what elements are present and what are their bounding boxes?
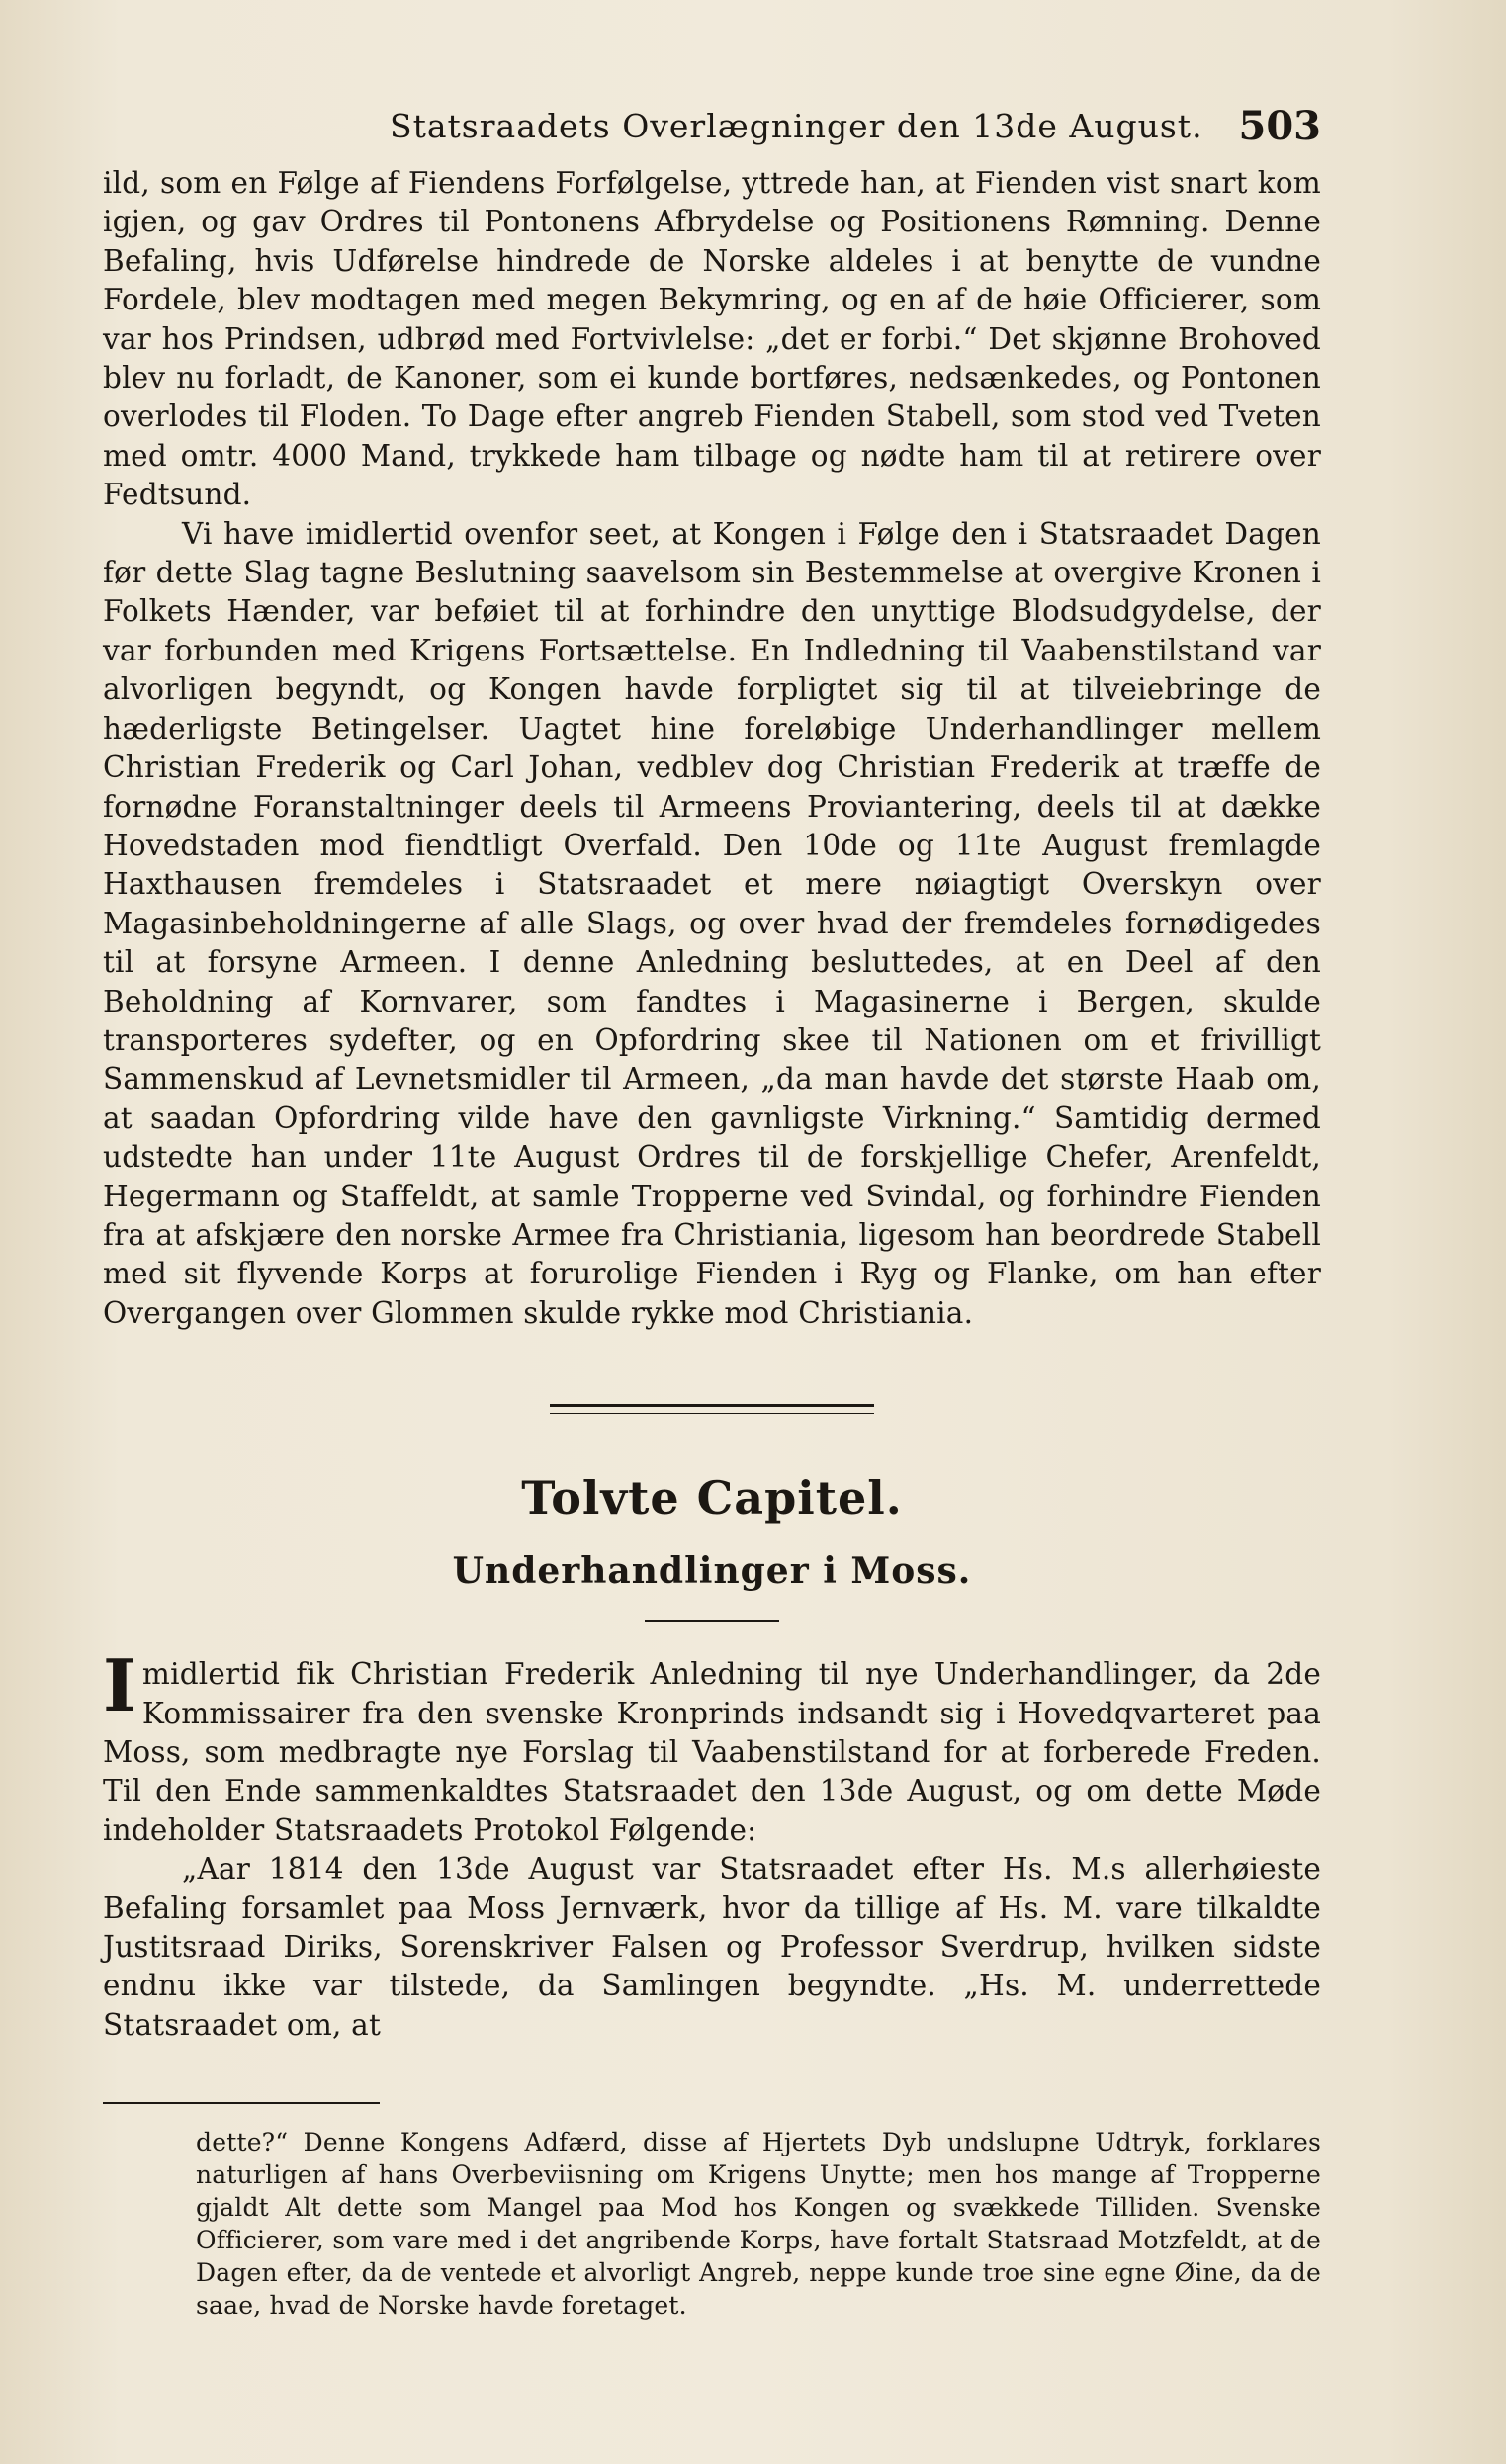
chapter-body <box>103 1643 1321 2045</box>
chapter-subtitle: Underhandlinger i Moss. <box>452 1550 972 1593</box>
page-header <box>103 95 1321 164</box>
page-content <box>103 95 1321 2322</box>
footnote-rule <box>103 2102 380 2104</box>
chapter-title: Tolvte Capitel. <box>521 1471 903 1526</box>
body-paragraph-1: ild, som en Følge af Fiendens Forfølgelse, yttrede han, at Fienden vist snart kom igjen, og gav Ordres til Pontonens Afbrydelse og Positionens Rømning. Denne Befaling, hvis Udførelse hindrede de Norske aldeles i at benytte de vundne Fordele, blev modtagen med megen Bekymring, og en af de høie Officierer, som var hos Prindsen, udbrød med Fortvivlelse: „det er forbi.“ Det skjønne Brohoved blev nu forladt, de Kanoner, som ei kunde bortføres, nedsænkedes, og Pontonen overlodes til Floden. To Dage efter angreb Fienden Stabell, som stod ved Tveten med omtr. 4000 Mand, trykkede ham tilbage og nødte ham til at retirere over Fedtsund. <box>103 166 1321 512</box>
subtitle-divider <box>645 1620 779 1622</box>
chapter-paragraph-2: „Aar 1814 den 13de August var Statsraadet efter Hs. M.s allerhøieste Befaling forsamlet paa Moss Jernværk, hvor da tillige af Hs. M. vare tilkaldte Justitsraad Diriks, Sorenskriver Falsen og Professor Sverdrup, hvilken sidste endnu ikke var tilstede, da Samlingen begyndte. „Hs. M. underrettede Statsraadet om, at <box>103 1852 1321 2042</box>
body-paragraph-2: Vi have imidlertid ovenfor seet, at Kongen i Følge den i Statsraadet Dagen før dette Slag tagne Beslutning saavelsom sin Bestemmelse at overgive Kronen i Folkets Hænder, var beføiet til at forhindre den unyttige Blodsudgydelse, der var forbunden med Krigens Fortsættelse. En Indledning til Vaabenstilstand var alvorligen begyndt, og Kongen havde forpligtet sig til at tilveiebringe de hæderligste Betingelser. Uagtet hine foreløbige Underhandlinger mellem Christian Frederik og Carl Johan, vedblev dog Christian Frederik at træffe de fornødne Foranstaltninger deels til Armeens Proviantering, deels til at dække Hovedstaden mod fiendtligt Overfald. Den 10de og 11te August fremlagde Haxthausen fremdeles i Statsraadet et mere nøiagtigt Overskyn over Magasinbeholdningerne af alle Slags, og over hvad der fremdeles fornødigedes til at forsyne Armeen. I denne Anledning besluttedes, at en Deel af den Beholdning af Kornvarer, som fandtes i Magasinerne i Bergen, skulde transporteres sydefter, og en Opfordring skee til Nationen om et frivilligt Sammenskud af Levnetsmidler til Armeen, „da man havde det største Haab om, at saadan Opfordring vilde have den gavnligste Virkning.“ Samtidig dermed udstedte han under 11te August Ordres til de forskjellige Chefer, Arenfeldt, Hegermann og Staffeldt, at samle Tropperne ved Svindal, og forhindre Fienden fra at afskjære den norske Armee fra Christiania, ligesom han beordrede Stabell med sit flyvende Korps at forurolige Fienden i Ryg og Flanke, om han efter Overgangen over Glommen skulde rykke mod Christiania. <box>103 516 1321 1330</box>
section-divider <box>550 1404 874 1414</box>
footnotes <box>103 2126 1321 2322</box>
page-number: 503 <box>1238 103 1321 149</box>
chapter-paragraph-1: Imidlertid fik Christian Frederik Anledning til nye Underhandlinger, da 2de Kommissairer fra den svenske Kronprinds indsandt sig i Hovedqvarteret paa Moss, som medbragte nye Forslag til Vaabenstilstand for at forberede Freden. Til den Ende sammenkaldtes Statsraadet den 13de August, og om dette Møde indeholder Statsraadets Protokol Følgende: <box>103 1643 1321 1847</box>
footnote-text: dette?“ Denne Kongens Adfærd, disse af Hjertets Dyb undslupne Udtryk, forklares naturligen af hans Overbeviisning om Krigens Unytte; men hos mange af Tropperne gjaldt Alt dette som Mangel paa Mod hos Kongen og svækkede Tilliden. Svenske Officierer, som vare med i det angribende Korps, have fortalt Statsraad Motzfeldt, at de Dagen efter, da de ventede et alvorligt Angreb, neppe kunde troe sine egne Øine, da de saae, hvad de Norske havde foretaget. <box>196 2128 1321 2321</box>
running-title: Statsraadets Overlægninger den 13de August. <box>390 107 1203 145</box>
